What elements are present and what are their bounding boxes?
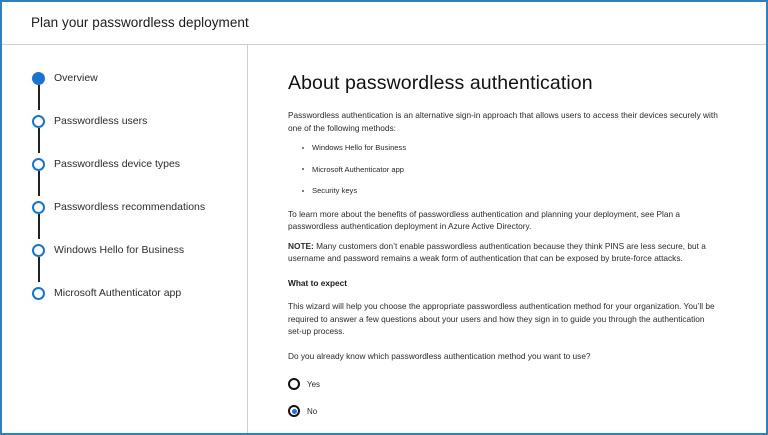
step-overview[interactable] <box>32 70 98 86</box>
step-connector <box>38 85 40 110</box>
step-passwordless-recommendations[interactable] <box>32 199 205 215</box>
method-item: Security keys <box>300 186 718 208</box>
step-label: Overview <box>54 72 98 84</box>
step-pending-dot-icon <box>32 287 45 300</box>
step-pending-dot-icon <box>32 115 45 128</box>
radio-option-yes[interactable] <box>288 377 718 391</box>
radio-label: Yes <box>307 379 321 389</box>
method-question: Do you already know which passwordless authentication method you want to use? <box>288 350 591 361</box>
step-connector <box>38 128 40 153</box>
answer-radio-group <box>288 377 718 418</box>
methods-list <box>300 143 718 208</box>
radio-option-no[interactable] <box>288 404 718 418</box>
what-to-expect-heading: What to expect <box>288 278 348 289</box>
page-title: About passwordless authentication <box>288 72 593 94</box>
step-label: Windows Hello for Business <box>54 244 185 256</box>
intro-text: Passwordless authentication is an alternative sign-in approach that allows users to access their devices securely with one of the following methods: <box>288 110 718 133</box>
step-connector <box>38 257 40 282</box>
wizard-title: Plan your passwordless deployment <box>31 15 249 30</box>
note-text: Many customers don’t enable passwordless authentication because they think PINS are less secure, but a username and password remains a weak form of authentication that can be exposed by brute-force attacks. <box>288 240 706 264</box>
wizard-steps-sidebar <box>2 45 248 433</box>
radio-unchecked-icon[interactable] <box>288 378 300 390</box>
step-windows-hello-for-business[interactable] <box>32 242 184 258</box>
step-passwordless-device-types[interactable] <box>32 156 180 172</box>
overview-content <box>288 72 718 418</box>
note-paragraph <box>288 240 718 265</box>
note-label: NOTE: <box>288 240 314 251</box>
step-label: Passwordless device types <box>54 158 181 170</box>
method-item: Windows Hello for Business <box>300 143 718 165</box>
step-passwordless-users[interactable] <box>32 113 147 129</box>
step-active-dot-icon <box>32 72 45 85</box>
step-pending-dot-icon <box>32 201 45 214</box>
radio-label: No <box>307 406 318 416</box>
wizard-header <box>2 2 766 45</box>
radio-checked-icon[interactable] <box>288 405 300 417</box>
step-microsoft-authenticator-app[interactable] <box>32 285 181 301</box>
learn-more-text: To learn more about the benefits of passwordless authentication and planning your deployment, see Plan a passwordless authentication deployment in Azure Active Directory. <box>288 208 681 232</box>
step-pending-dot-icon <box>32 244 45 257</box>
step-label: Passwordless recommendations <box>54 201 206 213</box>
step-connector <box>38 171 40 196</box>
step-connector <box>38 214 40 239</box>
what-to-expect-text: This wizard will help you choose the appropriate passwordless authentication method for your organization. You’ll be required to answer a few questions about your users and how they sign in to guide you through the authentication set-up process. <box>288 301 715 337</box>
step-label: Passwordless users <box>54 115 148 127</box>
step-label: Microsoft Authenticator app <box>54 287 182 299</box>
method-item: Microsoft Authenticator app <box>300 165 718 187</box>
step-pending-dot-icon <box>32 158 45 171</box>
